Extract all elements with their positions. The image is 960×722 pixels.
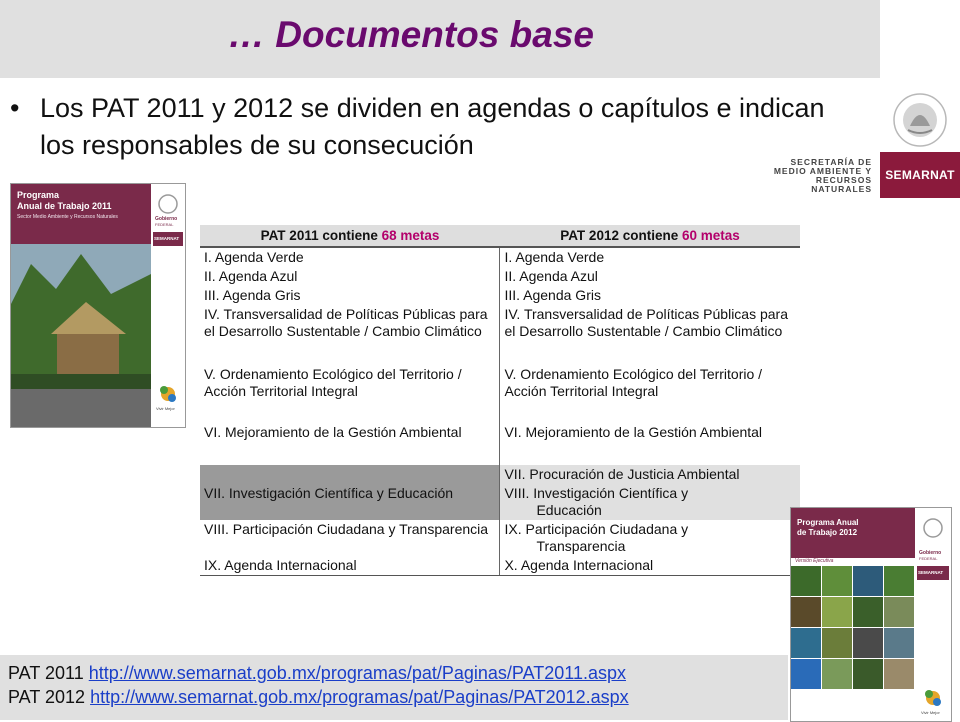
- cover-2012-federal: FEDERAL: [919, 556, 938, 561]
- cover-2011-title-1: Programa: [17, 190, 60, 200]
- table-row: V. Ordenamiento Ecológico del Territorio / Acción Territorial Integral V. Ordenamiento Ecológico del Territorio / Acción Territorial Integral: [200, 365, 800, 423]
- table-row: VII. Procuración de Justicia Ambiental: [200, 465, 800, 484]
- cover-2011-title-2: Anual de Trabajo 2011: [17, 201, 112, 211]
- semarnat-logo: SEMARNAT: [880, 152, 960, 198]
- cover-2012-subtitle: Versión Ejecutiva: [795, 558, 834, 564]
- pat-2011-cover-image: [10, 183, 186, 428]
- cover-2012-illustration: [791, 508, 951, 721]
- cover-2011-vivir: Vivir Mejor: [156, 406, 175, 411]
- cover-2011-semarnat: SEMARNAT: [154, 236, 180, 241]
- header-pat-2012: PAT 2012 contiene 60 metas: [500, 225, 800, 247]
- bullet-marker: •: [10, 93, 20, 123]
- cover-2012-semarnat: SEMARNAT: [918, 570, 944, 575]
- table-header-row: [200, 225, 800, 247]
- pat-comparison-table: [200, 225, 800, 576]
- bullet-text: Los PAT 2011 y 2012 se dividen en agendas o capítulos e indican los responsables de su consecución: [40, 93, 825, 160]
- cover-2011-subtitle: Sector Medio Ambiente y Recursos Naturales: [17, 214, 118, 220]
- table-row: I. Agenda Verde I. Agenda Verde: [200, 247, 800, 267]
- table-row: II. Agenda Azul II. Agenda Azul: [200, 267, 800, 286]
- link-row-2011: PAT 2011 http://www.semarnat.gob.mx/programas/pat/Paginas/PAT2011.aspx: [8, 663, 626, 683]
- cover-2012-gobierno: Gobierno: [919, 550, 942, 556]
- table-row: VIII. Participación Ciudadana y Transparencia IX. Participación Ciudadana y Transparencia: [200, 520, 800, 556]
- cover-2012-title-2: de Trabajo 2012: [797, 528, 858, 537]
- pat-2012-cover-image: [790, 507, 952, 722]
- title-bar: [0, 0, 880, 78]
- secretaria-label: SECRETARÍA DE MEDIO AMBIENTE Y RECURSOS NATURALES: [773, 157, 872, 194]
- link-pat-2011[interactable]: http://www.semarnat.gob.mx/programas/pat/Paginas/PAT2011.aspx: [88, 663, 626, 683]
- table-row: IX. Agenda Internacional X. Agenda Internacional: [200, 556, 800, 576]
- links-box: [0, 655, 788, 720]
- table-row: III. Agenda Gris III. Agenda Gris: [200, 286, 800, 305]
- cover-2012-title-1: Programa Anual: [797, 518, 859, 527]
- table-row: IV. Transversalidad de Políticas Públicas para el Desarrollo Sustentable / Cambio Climático IV. Transversalidad de Políticas Públicas para el Desarrollo Sustentable / Cambio Climático: [200, 305, 800, 365]
- table-row: VI. Mejoramiento de la Gestión Ambiental VI. Mejoramiento de la Gestión Ambiental: [200, 423, 800, 465]
- header-pat-2011: PAT 2011 contiene 68 metas: [200, 225, 500, 247]
- link-row-2012: PAT 2012 http://www.semarnat.gob.mx/programas/pat/Paginas/PAT2012.aspx: [8, 687, 629, 707]
- mexico-seal-icon: [880, 86, 960, 152]
- link-pat-2012[interactable]: http://www.semarnat.gob.mx/programas/pat/Paginas/PAT2012.aspx: [90, 687, 629, 707]
- table-row: VII. Investigación Científica y Educación VIII. Investigación Científica y Educación: [200, 484, 800, 520]
- cover-2011-federal: FEDERAL: [155, 222, 174, 227]
- cover-2012-vivir: Vivir Mejor: [921, 710, 940, 715]
- slide-title: … Documentos base: [228, 14, 594, 55]
- cover-2011-gobierno: Gobierno: [155, 216, 178, 222]
